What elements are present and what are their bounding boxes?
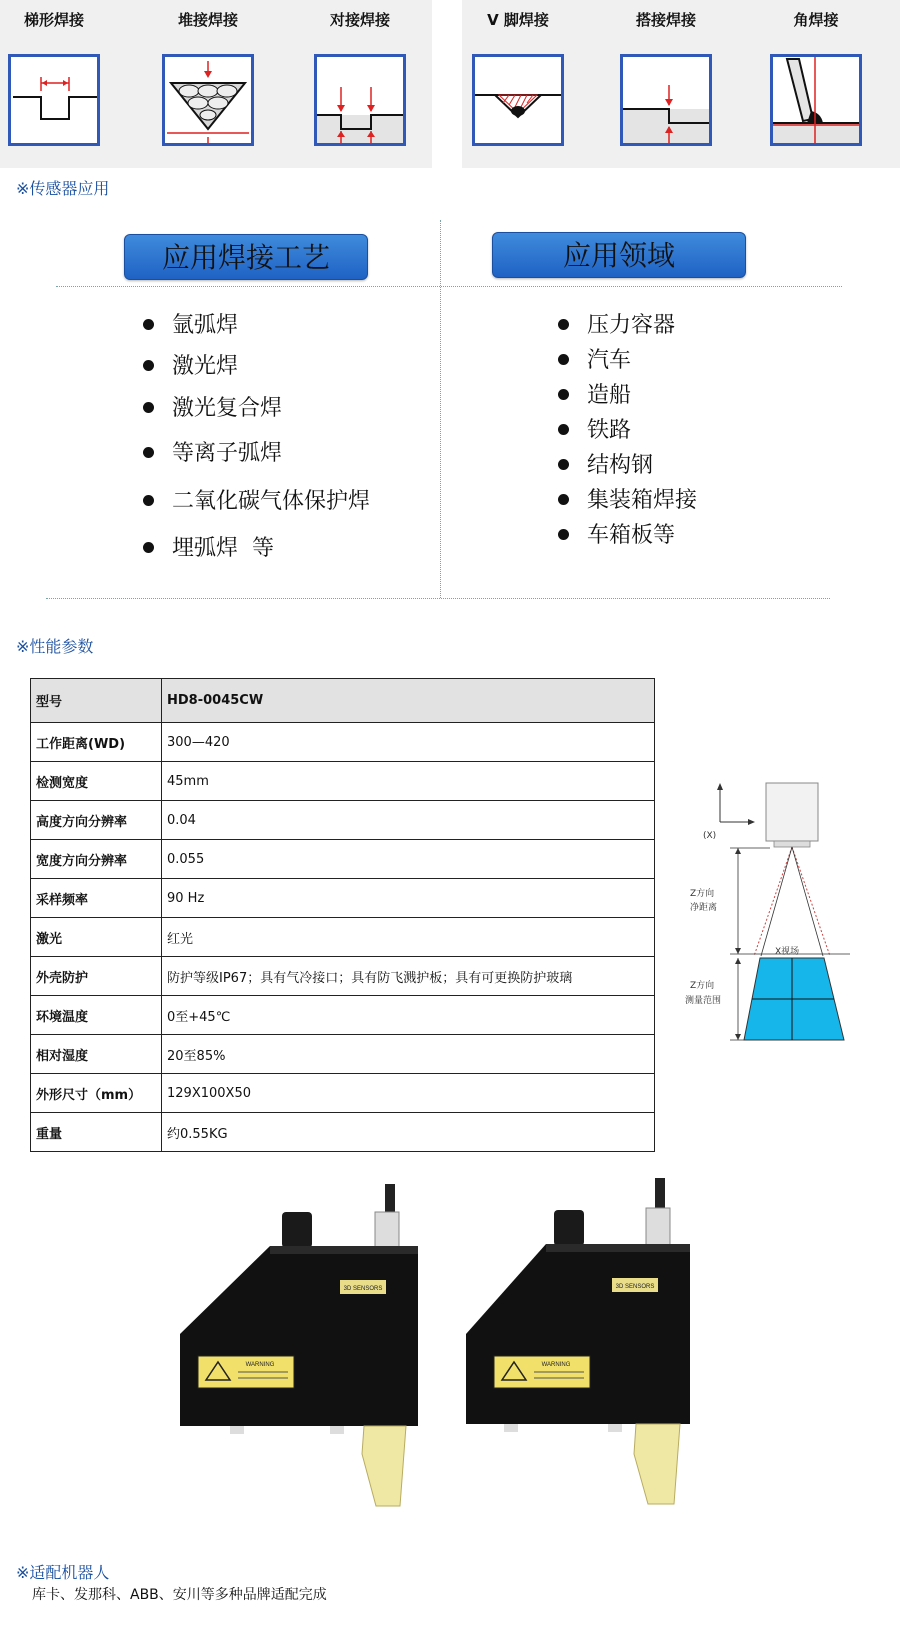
lap-weld-icon [620,54,712,146]
v-weld-icon [472,54,564,146]
divider-bottom [46,598,830,599]
process-item: 氩弧焊 [143,308,238,339]
bullet-icon [143,319,154,330]
spec-row [31,723,655,762]
weld-type-trapezoid [0,0,114,146]
bullet-icon [143,360,154,371]
product-photo-2 [458,1178,718,1508]
spec-key: 高度方向分辨率 [31,801,162,840]
spec-key: 工作距离(WD) [31,723,162,762]
spec-value: 45mm [162,762,655,801]
field-title-badge: 应用领域 [492,232,746,278]
warning-label: WARNING [245,1362,275,1368]
bullet-icon [558,424,569,435]
bullet-icon [143,542,154,553]
product-photo-1 [170,1184,430,1514]
bullet-icon [558,529,569,540]
process-title-badge: 应用焊接工艺 [124,234,368,280]
spec-value: 300—420 [162,723,655,762]
spec-key: 激光 [31,918,162,957]
z-distance-label-2: 净距离 [690,903,718,913]
fillet-weld-icon [770,54,862,146]
brand-label: 3D SENSORS [615,1284,655,1290]
bullet-icon [558,354,569,365]
spec-row [31,957,655,996]
x-axis-label: (X) [703,831,717,841]
x-field-label: X视场 [775,947,800,957]
bullet-icon [558,459,569,470]
spec-value: 129X100X50 [162,1074,655,1113]
spec-key: 采样频率 [31,879,162,918]
spec-value: 20至85% [162,1035,655,1074]
spec-row [31,996,655,1035]
spec-value: 0.04 [162,801,655,840]
sensor-product-graphic [170,1184,430,1514]
spec-key: 检测宽度 [31,762,162,801]
sensor-application-heading: ※传感器应用 [16,179,110,198]
spec-value: 红光 [162,918,655,957]
z-range-label-2: 测量范围 [685,996,722,1006]
spec-row [31,1035,655,1074]
weld-type-label: 角焊接 [793,11,839,29]
weld-type-v [458,0,578,146]
weld-types-right-panel [462,0,900,168]
spec-table [30,678,655,1152]
spec-value: 约0.55KG [162,1113,655,1152]
spec-key: 相对湿度 [31,1035,162,1074]
bullet-icon [143,495,154,506]
process-item: 埋弧焊 等 [143,531,274,562]
diagram-graphic [680,778,880,1058]
process-item: 激光焊 [143,349,238,380]
spec-value: 防护等级IP67；具有气冷接口；具有防飞溅护板；具有可更换防护玻璃 [162,957,655,996]
process-item: 激光复合焊 [143,391,282,422]
spec-row [31,1113,655,1152]
spec-value: 0至+45℃ [162,996,655,1035]
weld-type-label: 梯形焊接 [23,11,84,29]
spec-value: 90 Hz [162,879,655,918]
field-item: 造船 [558,378,631,409]
butt-weld-icon [314,54,406,146]
bullet-icon [558,319,569,330]
stacked-weld-icon [162,54,254,146]
robots-heading: ※适配机器人 [16,1563,110,1582]
z-range-label-1: Z方向 [690,981,715,991]
weld-type-fillet [756,0,876,146]
weld-type-label: 对接焊接 [329,11,390,29]
spec-key: 重量 [31,1113,162,1152]
process-item: 二氧化碳气体保护焊 [143,484,370,515]
spec-key: 宽度方向分辨率 [31,840,162,879]
field-item: 铁路 [558,413,631,444]
trapezoid-weld-icon [8,54,100,146]
weld-type-stacked [148,0,268,146]
field-item: 结构钢 [558,448,653,479]
spec-row [31,918,655,957]
spec-value: HD8-0045CW [162,679,655,723]
warning-label: WARNING [541,1362,571,1368]
bullet-icon [558,494,569,505]
weld-type-label: 搭接焊接 [635,11,696,29]
field-item: 压力容器 [558,308,675,339]
spec-key: 型号 [31,679,162,723]
robots-text: 库卡、发那科、ABB、安川等多种品牌适配完成 [32,1587,327,1603]
spec-key: 外形尺寸（mm） [31,1074,162,1113]
process-item: 等离子弧焊 [143,436,282,467]
spec-row [31,879,655,918]
z-distance-label-1: Z方向 [690,889,715,899]
spec-value: 0.055 [162,840,655,879]
bullet-icon [143,447,154,458]
measurement-diagram [680,778,880,1058]
field-item: 集装箱焊接 [558,483,697,514]
spec-row [31,679,655,723]
bullet-icon [143,402,154,413]
field-item: 车箱板等 [558,518,675,549]
spec-row [31,762,655,801]
performance-heading: ※性能参数 [16,637,94,656]
sensor-product-graphic [458,1178,718,1508]
weld-type-label: 堆接焊接 [177,11,238,29]
weld-type-label: V 脚焊接 [487,11,549,29]
spec-key: 外壳防护 [31,957,162,996]
divider-vertical [440,220,441,598]
spec-key: 环境温度 [31,996,162,1035]
bullet-icon [558,389,569,400]
weld-types-left-panel [0,0,432,168]
spec-row [31,801,655,840]
brand-label: 3D SENSORS [343,1286,383,1292]
spec-row [31,840,655,879]
weld-type-butt [300,0,420,146]
weld-type-lap [606,0,726,146]
spec-row [31,1074,655,1113]
field-item: 汽车 [558,343,631,374]
divider-top [56,286,842,287]
